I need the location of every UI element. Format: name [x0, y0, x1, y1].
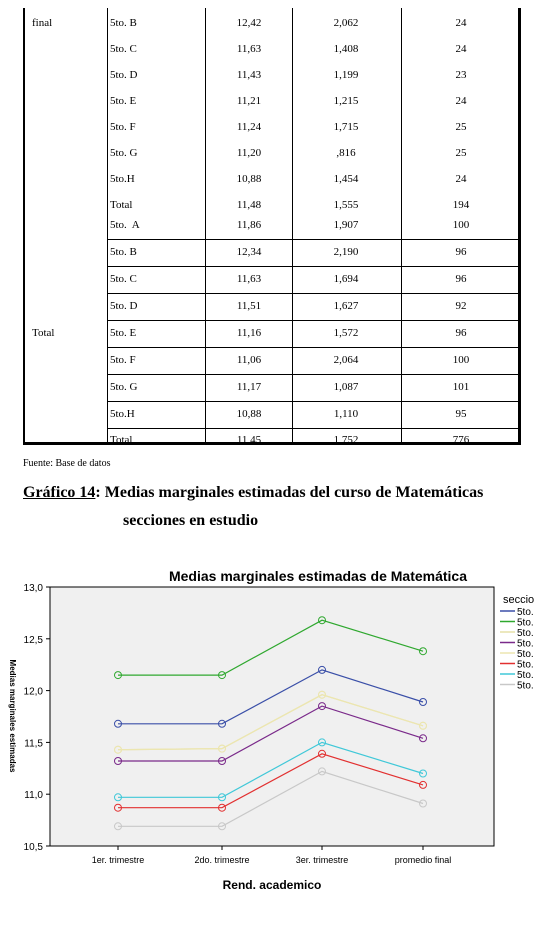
table-divider	[292, 8, 293, 442]
table-cell: 11,24	[236, 121, 262, 133]
table-cell: 96	[455, 273, 467, 285]
row-divider	[107, 347, 518, 348]
table-cell: 96	[455, 327, 467, 339]
y-tick-label: 10,5	[23, 842, 43, 853]
table-cell: 11,45	[236, 434, 262, 446]
table-cell: 101	[452, 381, 470, 393]
table-cell: 23	[455, 69, 467, 81]
legend-label: 5to.	[517, 617, 534, 629]
row-label: 5to. F	[110, 121, 136, 133]
row-group-label: final	[32, 17, 53, 29]
y-axis-label: Medias marginales estimadas	[8, 659, 17, 773]
row-divider	[107, 401, 518, 402]
table-cell: 96	[455, 246, 467, 258]
row-label: Total	[110, 434, 133, 446]
table-cell: 11,51	[236, 300, 262, 312]
table-cell: 1,715	[333, 121, 359, 133]
table-cell: 11,63	[236, 273, 262, 285]
table-divider	[107, 8, 108, 442]
row-label: 5to. B	[110, 246, 137, 258]
table-cell: 11,20	[236, 147, 262, 159]
table-cell: 2,190	[333, 246, 359, 258]
row-label: 5to. D	[110, 69, 138, 81]
row-label: 5to. D	[110, 300, 138, 312]
table-cell: 1,752	[333, 434, 359, 446]
table-cell: 11,48	[236, 199, 262, 211]
table-cell: 194	[452, 199, 470, 211]
table-cell: 100	[452, 219, 470, 231]
data-table	[23, 8, 521, 445]
row-label: 5to. F	[110, 354, 136, 366]
table-cell: 12,42	[236, 17, 262, 29]
legend-label: 5to.	[517, 628, 534, 639]
table-cell: 1,572	[333, 327, 359, 339]
source-note: Fuente: Base de datos	[23, 458, 111, 469]
row-label: 5to. B	[110, 17, 137, 29]
table-cell: 11,17	[236, 381, 262, 393]
row-label: 5to.H	[110, 408, 135, 420]
table-cell: 24	[455, 43, 467, 55]
caption-label: Gráfico 14	[23, 484, 96, 501]
plot-area	[50, 587, 494, 846]
table-cell: 11,43	[236, 69, 262, 81]
figure-caption	[23, 484, 483, 502]
row-label: Total	[110, 199, 133, 211]
table-cell: 1,199	[333, 69, 359, 81]
legend-label: 5to.	[517, 659, 534, 671]
table-cell: 92	[455, 300, 467, 312]
table-cell: 11,06	[236, 354, 262, 366]
row-label: 5to. E	[110, 327, 137, 339]
table-cell: 1,907	[333, 219, 359, 231]
legend-label: 5to.	[517, 638, 534, 650]
table-cell: 11,63	[236, 43, 262, 55]
table-cell: 1,087	[333, 381, 359, 393]
table-cell: 2,064	[333, 354, 359, 366]
table-cell: 1,408	[333, 43, 359, 55]
table-divider	[205, 8, 206, 442]
x-tick-label: 3er. trimestre	[295, 855, 349, 865]
table-cell: 2,062	[333, 17, 359, 29]
table-divider	[401, 8, 402, 442]
row-label: 5to. A	[110, 219, 140, 231]
legend-label: 5to.	[517, 670, 534, 681]
row-divider	[107, 239, 518, 240]
table-cell: 1,110	[333, 408, 359, 420]
table-cell: 24	[455, 17, 467, 29]
table-cell: 10,88	[236, 408, 262, 420]
y-tick-label: 11,0	[24, 790, 43, 802]
y-tick-label: 11,5	[24, 738, 43, 750]
legend-label: 5to.	[517, 607, 534, 618]
row-label: 5to. G	[110, 381, 138, 393]
row-group-label: Total	[32, 327, 55, 339]
table-cell: 12,34	[236, 246, 262, 258]
row-label: 5to.H	[110, 173, 135, 185]
table-cell: 10,88	[236, 173, 262, 185]
legend-title: seccio	[503, 594, 535, 606]
y-tick-label: 12,5	[23, 634, 43, 646]
table-cell: 1,694	[333, 273, 359, 285]
table-cell: 24	[455, 95, 467, 107]
row-divider	[107, 266, 518, 267]
row-divider	[107, 374, 518, 375]
table-cell: 25	[455, 147, 467, 159]
table-cell: 1,555	[333, 199, 359, 211]
row-label: 5to. C	[110, 43, 137, 55]
table-cell: 776	[452, 434, 470, 446]
table-cell: 25	[455, 121, 467, 133]
y-tick-label: 13,0	[23, 583, 43, 594]
table-cell: 1,454	[333, 173, 359, 185]
x-axis-label: Rend. academico	[222, 878, 322, 892]
row-label: 5to. E	[110, 95, 137, 107]
table-cell: 100	[452, 354, 470, 366]
table-cell: 11,21	[236, 95, 262, 107]
row-divider	[107, 428, 518, 429]
row-label: 5to. C	[110, 273, 137, 285]
chart-title: Medias marginales estimadas de Matemática	[168, 568, 468, 584]
caption-text: : Medias marginales estimadas del curso de Matemáticas	[95, 484, 484, 501]
x-tick-label: 1er. trimestre	[91, 855, 145, 865]
means-line-chart	[0, 566, 543, 896]
legend-label: 5to.	[517, 649, 534, 660]
x-tick-label: 2do. trimestre	[194, 855, 250, 865]
figure-caption-line2: secciones en estudio	[123, 512, 259, 529]
table-cell: ,816	[336, 147, 356, 159]
row-divider	[107, 293, 518, 294]
row-divider	[107, 320, 518, 321]
table-cell: 1,215	[333, 95, 359, 107]
table-cell: 95	[455, 408, 467, 420]
x-tick-label: promedio final	[394, 855, 452, 865]
legend-label: 5to.	[517, 680, 534, 692]
table-cell: 11,86	[236, 219, 262, 231]
row-label: 5to. G	[110, 147, 138, 159]
table-cell: 1,627	[333, 300, 359, 312]
y-tick-label: 12,0	[23, 686, 43, 698]
table-cell: 11,16	[236, 327, 262, 339]
table-cell: 24	[455, 173, 467, 185]
